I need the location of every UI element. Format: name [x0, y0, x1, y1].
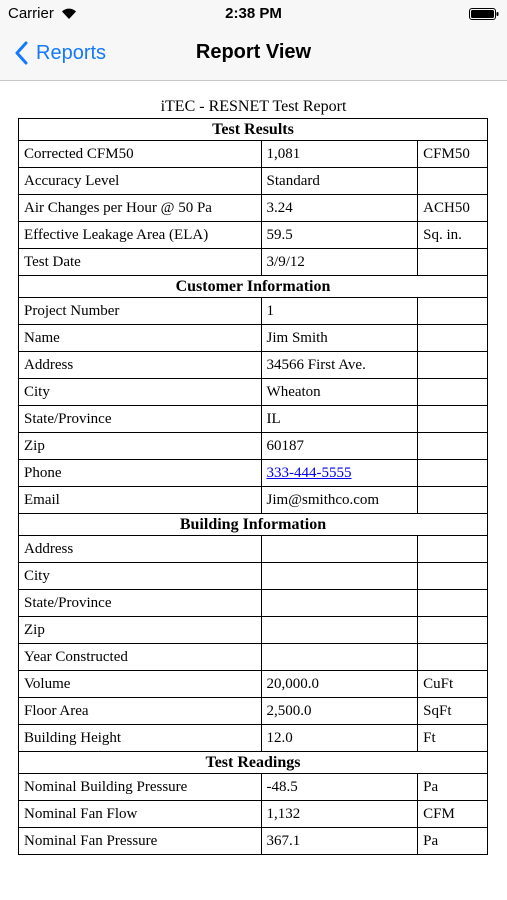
row-value-cell: Jim Smith: [261, 325, 418, 352]
row-value-cell: -48.5: [261, 774, 418, 801]
row-label-cell: State/Province: [19, 406, 262, 433]
table-row: [19, 801, 488, 828]
row-label-cell: Zip: [19, 617, 262, 644]
table-row: [19, 222, 488, 249]
row-value-cell: 60187: [261, 433, 418, 460]
table-row: [19, 725, 488, 752]
row-unit-cell: [418, 460, 488, 487]
row-unit-cell: [418, 487, 488, 514]
row-unit-cell: CFM: [418, 801, 488, 828]
row-label-cell: Corrected CFM50: [19, 141, 262, 168]
row-label-cell: Nominal Fan Flow: [19, 801, 262, 828]
row-unit-cell: [418, 563, 488, 590]
row-label-cell: Accuracy Level: [19, 168, 262, 195]
row-label-cell: Year Constructed: [19, 644, 262, 671]
table-row: [19, 671, 488, 698]
row-label-cell: Project Number: [19, 298, 262, 325]
table-row: [19, 644, 488, 671]
row-value-cell: 2,500.0: [261, 698, 418, 725]
table-row: [19, 195, 488, 222]
row-unit-cell: [418, 249, 488, 276]
carrier-label: Carrier: [8, 5, 54, 22]
section-header-row: [19, 752, 488, 774]
row-label-cell: Building Height: [19, 725, 262, 752]
row-value-cell: [261, 590, 418, 617]
row-value-cell: 367.1: [261, 828, 418, 855]
table-row: [19, 774, 488, 801]
table-row: [19, 298, 488, 325]
row-label-cell: State/Province: [19, 590, 262, 617]
row-unit-cell: SqFt: [418, 698, 488, 725]
row-unit-cell: ACH50: [418, 195, 488, 222]
row-value-cell: 3.24: [261, 195, 418, 222]
row-unit-cell: [418, 352, 488, 379]
row-value-cell: Standard: [261, 168, 418, 195]
navigation-bar: [0, 28, 507, 81]
row-value-cell: [261, 536, 418, 563]
table-row: [19, 487, 488, 514]
row-label-cell: Zip: [19, 433, 262, 460]
row-unit-cell: CFM50: [418, 141, 488, 168]
row-label-cell: Nominal Building Pressure: [19, 774, 262, 801]
table-row: [19, 141, 488, 168]
table-row: [19, 168, 488, 195]
row-unit-cell: [418, 536, 488, 563]
row-value-cell: Jim@smithco.com: [261, 487, 418, 514]
row-label-cell: City: [19, 379, 262, 406]
row-value-cell: 3/9/12: [261, 249, 418, 276]
section-heading: Building Information: [19, 514, 488, 536]
row-unit-cell: Sq. in.: [418, 222, 488, 249]
table-row: [19, 406, 488, 433]
table-row: [19, 379, 488, 406]
section-header-row: [19, 514, 488, 536]
row-label-cell: Email: [19, 487, 262, 514]
row-unit-cell: [418, 644, 488, 671]
report-title: iTEC - RESNET Test Report: [160, 98, 347, 115]
table-row: [19, 352, 488, 379]
row-label-cell: Name: [19, 325, 262, 352]
table-row: [19, 433, 488, 460]
report-content[interactable]: [0, 81, 507, 900]
row-value-cell: 1,081: [261, 141, 418, 168]
row-label-cell: Phone: [19, 460, 262, 487]
row-unit-cell: [418, 590, 488, 617]
row-unit-cell: [418, 406, 488, 433]
table-row: [19, 249, 488, 276]
row-label-cell: Volume: [19, 671, 262, 698]
row-label-cell: Air Changes per Hour @ 50 Pa: [19, 195, 262, 222]
row-value-cell: 59.5: [261, 222, 418, 249]
section-heading: Customer Information: [19, 276, 488, 298]
row-value-cell: 34566 First Ave.: [261, 352, 418, 379]
row-unit-cell: [418, 379, 488, 406]
section-heading: Test Results: [19, 119, 488, 141]
table-row: [19, 698, 488, 725]
row-value-cell: IL: [261, 406, 418, 433]
row-label-cell: Floor Area: [19, 698, 262, 725]
table-row: [19, 325, 488, 352]
table-row: [19, 617, 488, 644]
row-value-cell: 1: [261, 298, 418, 325]
row-unit-cell: [418, 433, 488, 460]
row-value-cell: [261, 644, 418, 671]
row-unit-cell: CuFt: [418, 671, 488, 698]
row-value-cell: 1,132: [261, 801, 418, 828]
phone-link[interactable]: 333-444-5555: [266, 464, 352, 481]
row-unit-cell: [418, 168, 488, 195]
status-time: 2:38 PM: [225, 5, 282, 22]
row-unit-cell: [418, 617, 488, 644]
table-row: [19, 590, 488, 617]
status-bar: [0, 0, 507, 28]
table-row: [19, 536, 488, 563]
row-label-cell: Address: [19, 352, 262, 379]
row-value-cell: [261, 563, 418, 590]
back-button-label: Reports: [36, 41, 107, 64]
row-value-cell: [261, 460, 418, 487]
row-unit-cell: Pa: [418, 828, 488, 855]
row-unit-cell: Pa: [418, 774, 488, 801]
row-value-cell: 12.0: [261, 725, 418, 752]
report-table-body: [19, 119, 488, 855]
row-unit-cell: [418, 325, 488, 352]
row-value-cell: Wheaton: [261, 379, 418, 406]
table-row: [19, 563, 488, 590]
table-row: [19, 828, 488, 855]
row-label-cell: Nominal Fan Pressure: [19, 828, 262, 855]
page-title: Report View: [195, 41, 312, 63]
row-label-cell: City: [19, 563, 262, 590]
battery-icon: [469, 8, 499, 20]
row-value-cell: [261, 617, 418, 644]
row-label-cell: Test Date: [19, 249, 262, 276]
section-heading: Test Readings: [19, 752, 488, 774]
row-label-cell: Effective Leakage Area (ELA): [19, 222, 262, 249]
row-value-cell: 20,000.0: [261, 671, 418, 698]
row-unit-cell: [418, 298, 488, 325]
section-header-row: [19, 276, 488, 298]
table-row: [19, 460, 488, 487]
report-table: [18, 118, 488, 855]
section-header-row: [19, 119, 488, 141]
row-label-cell: Address: [19, 536, 262, 563]
row-unit-cell: Ft: [418, 725, 488, 752]
